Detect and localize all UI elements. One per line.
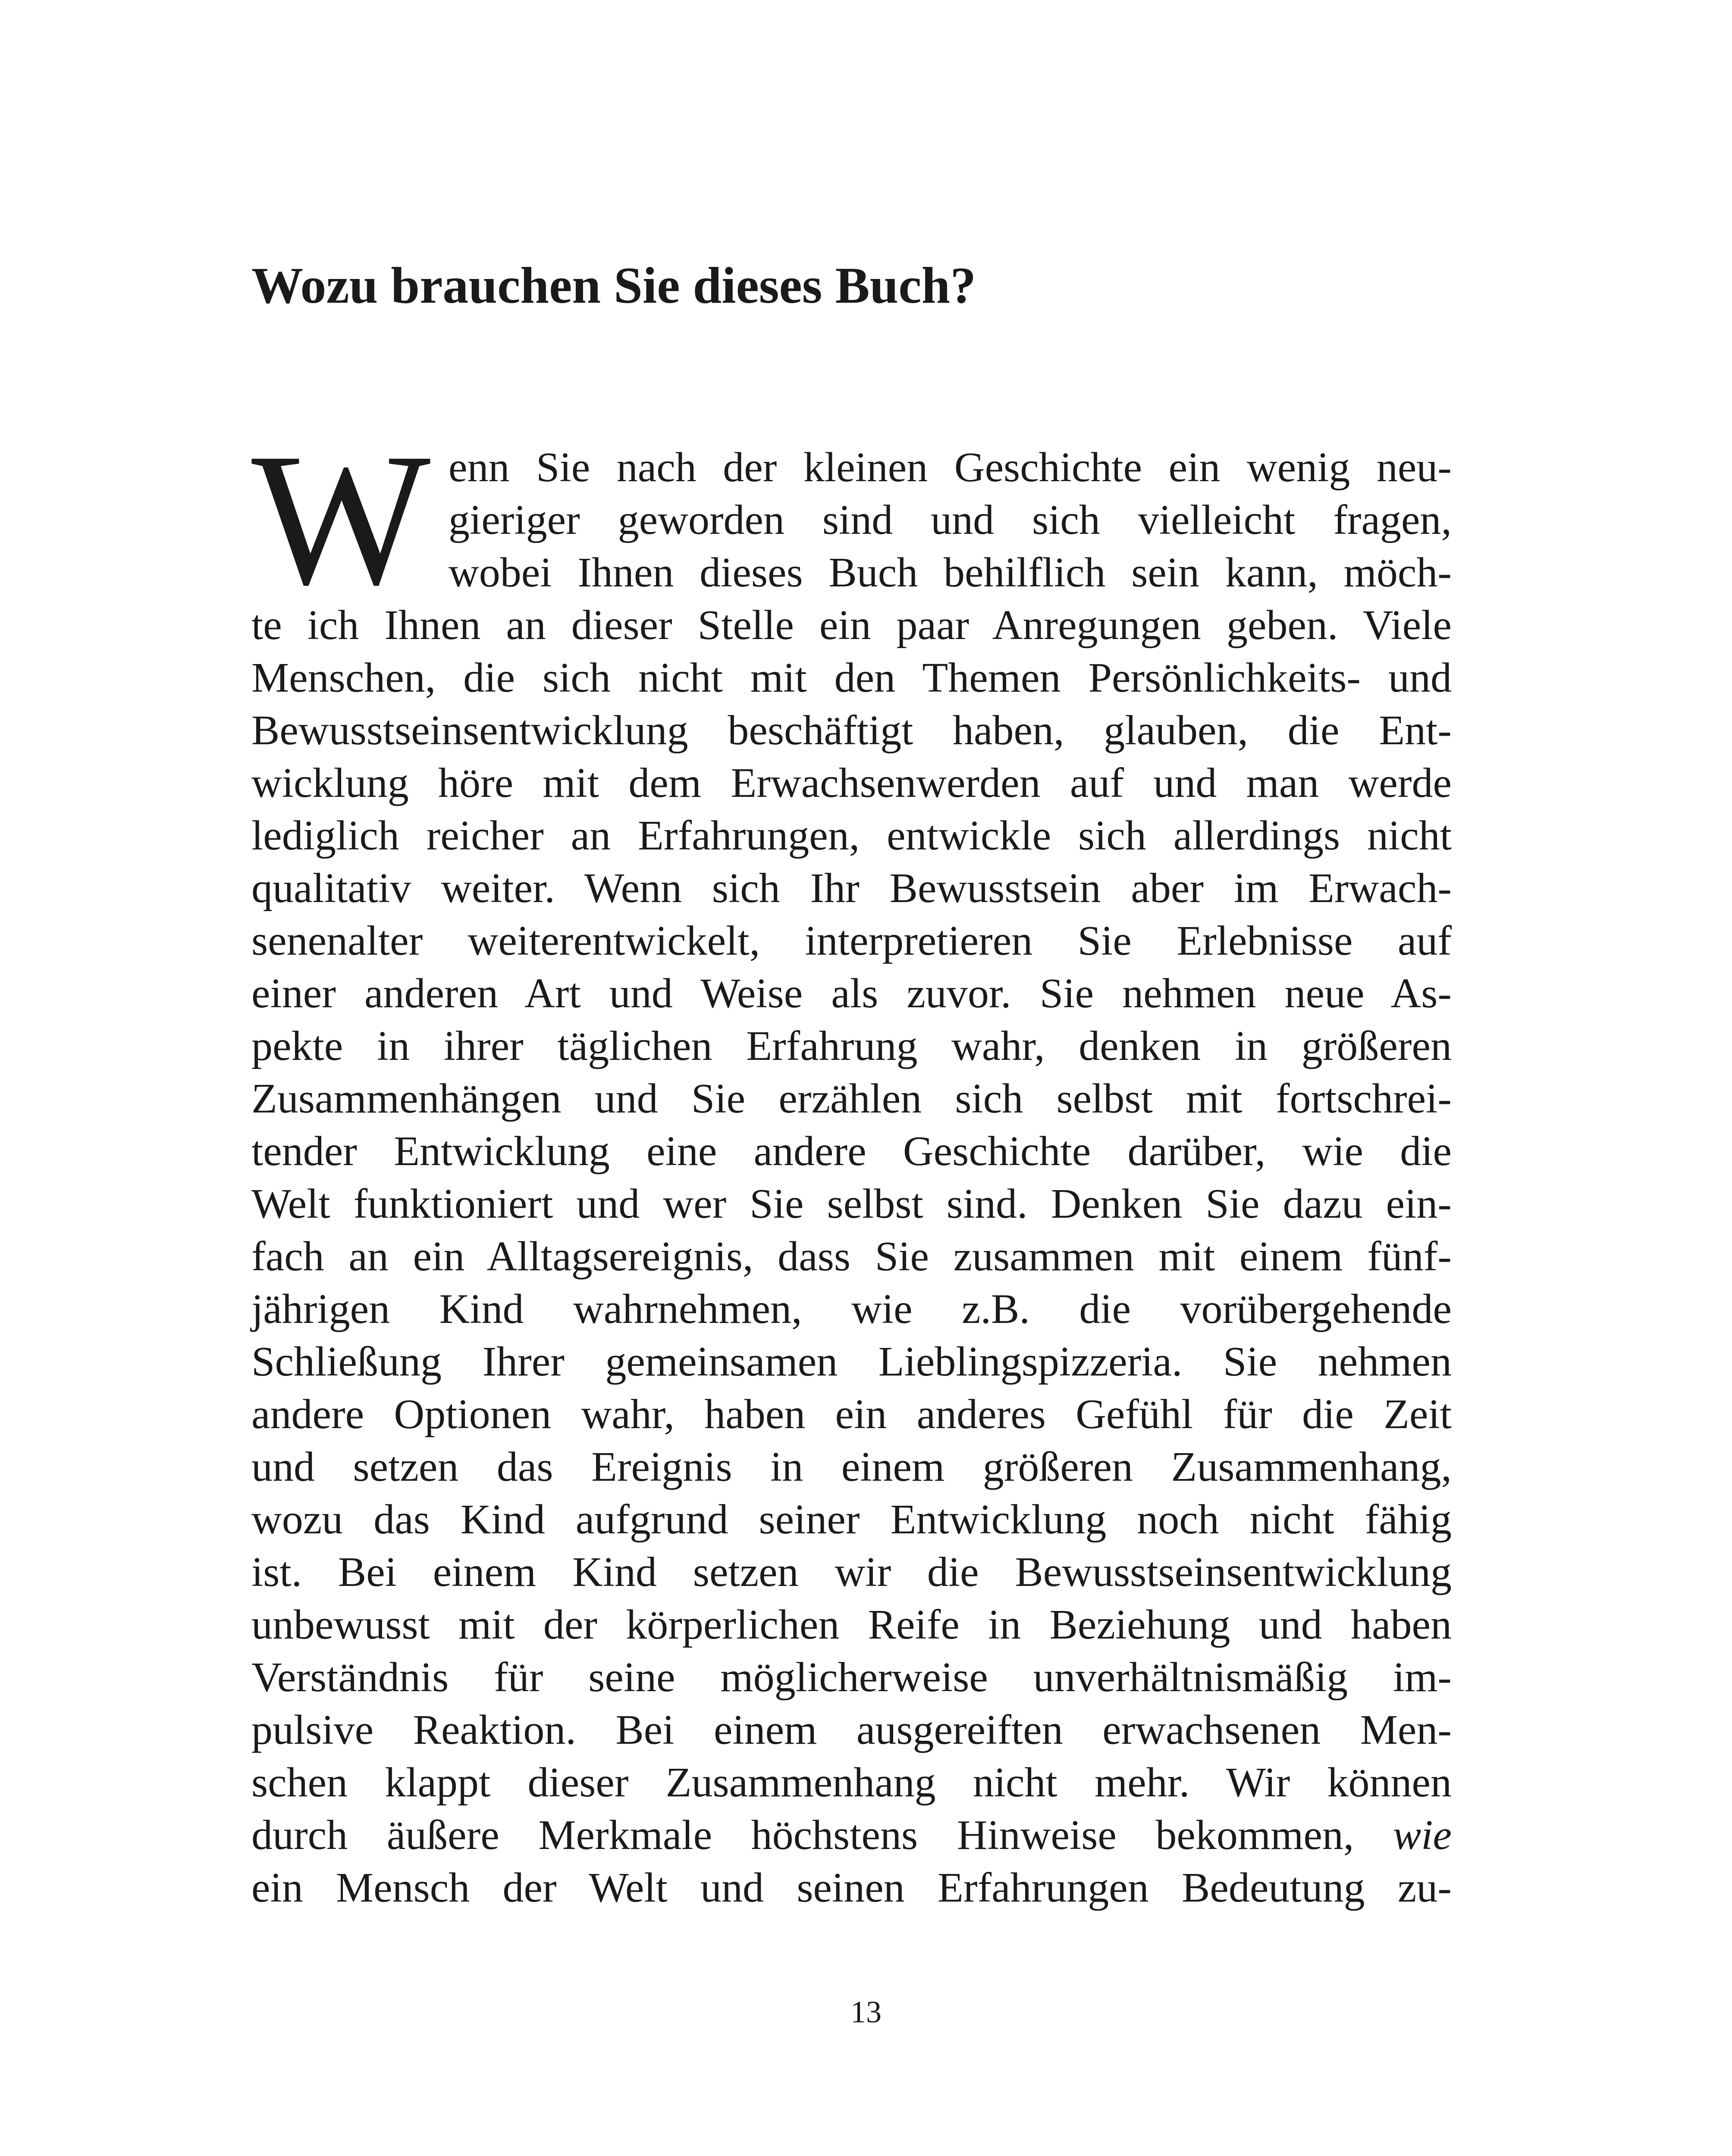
text-line: tender Entwicklung eine andere Geschichte darüber, wie die <box>251 1128 1452 1175</box>
text-line: ein Mensch der Welt und seinen Erfahrungen Bedeutung zu- <box>251 1865 1452 1911</box>
text-line: qualitativ weiter. Wenn sich Ihr Bewusstsein aber im Erwach- <box>251 865 1452 912</box>
text-line: Schließung Ihrer gemeinsamen Lieblingspizzeria. Sie nehmen <box>251 1338 1452 1385</box>
text-line: Verständnis für seine möglicherweise unverhältnismäßig im- <box>251 1654 1452 1701</box>
text-line: pekte in ihrer täglichen Erfahrung wahr, denken in größeren <box>251 1023 1452 1069</box>
text-line: pulsive Reaktion. Bei einem ausgereiften erwachsenen Men- <box>251 1707 1452 1753</box>
text-line: andere Optionen wahr, haben ein anderes Gefühl für die Zeit <box>251 1391 1452 1438</box>
text-line: einer anderen Art und Weise als zuvor. Sie nehmen neue As- <box>251 970 1452 1017</box>
text-line: Zusammenhängen und Sie erzählen sich selbst mit fortschrei- <box>251 1075 1452 1122</box>
text-line: und setzen das Ereignis in einem größeren Zusammenhang, <box>251 1444 1452 1490</box>
page-title: Wozu brauchen Sie dieses Buch? <box>251 257 976 314</box>
text-line: lediglich reicher an Erfahrungen, entwickle sich allerdings nicht <box>251 812 1452 859</box>
text-line <box>251 1809 1452 1861</box>
text-segment: durch äußere Merkmale höchstens Hinweise bekommen, <box>251 1812 1393 1858</box>
text-line: te ich Ihnen an dieser Stelle ein paar Anregungen geben. Viele <box>251 602 1452 649</box>
text-line: senenalter weiterentwickelt, interpretieren Sie Erlebnisse auf <box>251 918 1452 964</box>
text-line: unbewusst mit der körperlichen Reife in Beziehung und haben <box>251 1601 1452 1648</box>
text-line: enn Sie nach der kleinen Geschichte ein wenig neu- <box>449 444 1452 491</box>
text-line: wicklung höre mit dem Erwachsenwerden auf und man werde <box>251 760 1452 806</box>
page-number: 13 <box>850 1995 882 2029</box>
text-line: Bewusstseinsentwicklung beschäftigt haben, glauben, die Ent- <box>251 707 1452 754</box>
text-line: fach an ein Alltagsereignis, dass Sie zusammen mit einem fünf- <box>251 1233 1452 1280</box>
drop-cap: W <box>251 414 431 624</box>
text-line: ist. Bei einem Kind setzen wir die Bewusstseinsentwicklung <box>251 1549 1452 1595</box>
text-line: Welt funktioniert und wer Sie selbst sind. Denken Sie dazu ein- <box>251 1181 1452 1227</box>
text-line: jährigen Kind wahrnehmen, wie z.B. die vorübergehende <box>251 1286 1452 1332</box>
text-line: gieriger geworden sind und sich vielleicht fragen, <box>449 497 1452 543</box>
text-line: wozu das Kind aufgrund seiner Entwicklung noch nicht fähig <box>251 1496 1452 1543</box>
text-line: schen klappt dieser Zusammenhang nicht mehr. Wir können <box>251 1759 1452 1806</box>
text-line: wobei Ihnen dieses Buch behilflich sein kann, möch- <box>449 549 1452 596</box>
italic-emphasis: wie <box>1393 1812 1452 1858</box>
text-line: Menschen, die sich nicht mit den Themen Persönlichkeits- und <box>251 655 1452 701</box>
